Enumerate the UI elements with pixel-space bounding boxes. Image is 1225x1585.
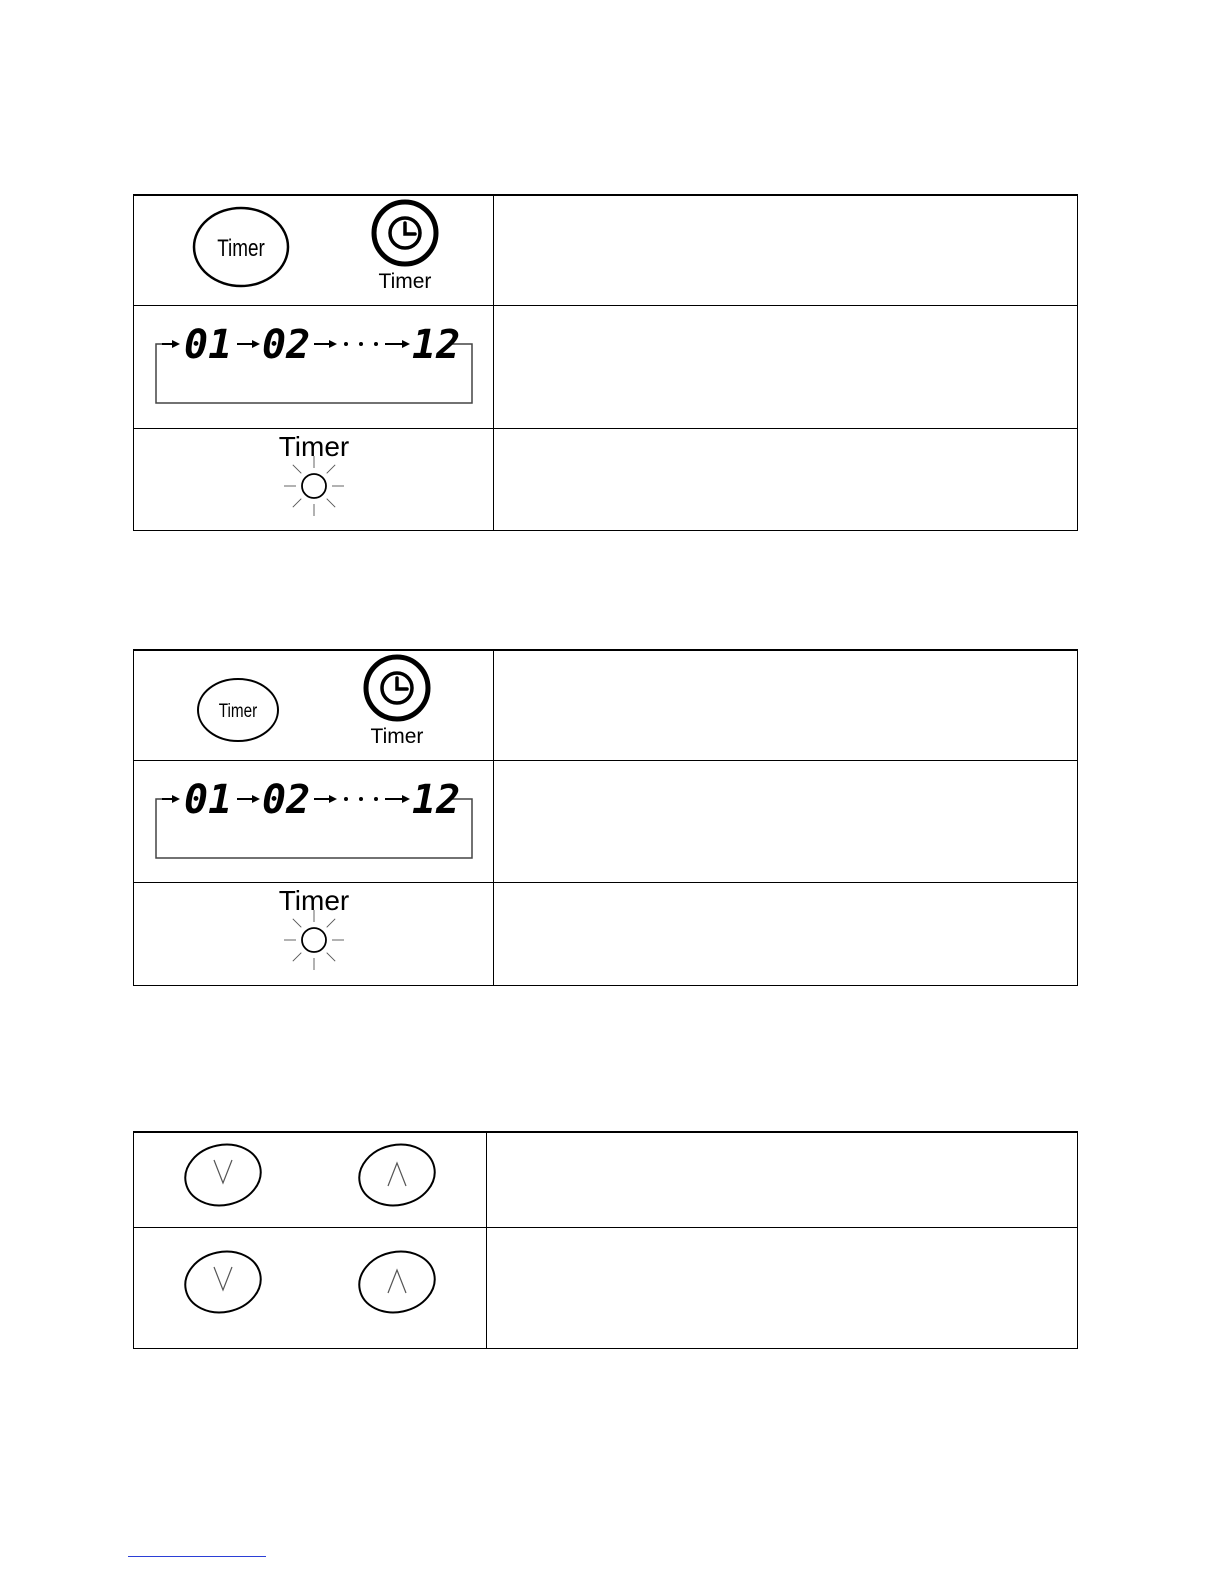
timer-buttons-graphic — [134, 196, 493, 306]
adjust-time-table — [133, 1131, 1078, 1349]
row-description — [495, 883, 1077, 986]
clock-icon[interactable] — [374, 202, 436, 264]
row-description — [495, 306, 1077, 428]
hour-sequence-display — [134, 306, 493, 429]
chevron-down-icon[interactable] — [180, 1138, 267, 1212]
clock-icon[interactable] — [366, 657, 428, 719]
hour-sequence-row — [134, 760, 1077, 882]
timer-indicator-row — [134, 428, 1077, 531]
ellipsis-dot — [374, 797, 378, 801]
timer-indicator-graphic — [134, 883, 493, 987]
ellipsis-dot — [359, 342, 363, 346]
row-description — [495, 196, 1077, 305]
timer-button-row — [134, 650, 1077, 760]
footer-link-underline — [128, 1556, 266, 1557]
ellipsis-dot — [344, 342, 348, 346]
row-illustration — [134, 429, 493, 531]
hour-sequence-row — [134, 305, 1077, 428]
timer-indicator-label: Timer — [278, 885, 350, 916]
timer-buttons-graphic — [134, 651, 493, 761]
updown-button-row — [134, 1227, 1077, 1348]
row-illustration — [134, 306, 493, 428]
timer-button-row — [134, 195, 1077, 305]
hour-sequence-display — [134, 761, 493, 883]
hour-value-12: 12 — [412, 322, 461, 368]
hour-value-01: 01 — [184, 322, 233, 368]
timer-on-table — [133, 194, 1078, 531]
row-illustration — [134, 1133, 486, 1227]
hour-value-12: 12 — [412, 777, 461, 823]
chevron-up-icon[interactable] — [354, 1138, 441, 1212]
row-description — [495, 761, 1077, 882]
timer-button-label: Timer — [217, 233, 265, 262]
row-description — [488, 1133, 1077, 1227]
row-illustration — [134, 1228, 486, 1348]
chevron-up-icon[interactable] — [354, 1245, 441, 1319]
timer-indicator-graphic — [134, 429, 493, 532]
updown-button-row — [134, 1132, 1077, 1227]
blinking-lamp-icon — [284, 456, 344, 516]
hour-value-02: 02 — [262, 777, 311, 823]
ellipsis-dot — [374, 342, 378, 346]
timer-indicator-row — [134, 882, 1077, 986]
ellipsis-dot — [359, 797, 363, 801]
timer-button-label: Timer — [218, 699, 258, 722]
row-illustration — [134, 761, 493, 882]
row-illustration — [134, 196, 493, 305]
ellipsis-dot — [344, 797, 348, 801]
row-description — [495, 429, 1077, 531]
updown-buttons-graphic — [134, 1133, 486, 1228]
chevron-down-icon[interactable] — [180, 1245, 267, 1319]
timer-indicator-label: Timer — [278, 431, 350, 462]
updown-buttons-graphic — [134, 1228, 486, 1349]
clock-icon-label: Timer — [378, 270, 432, 293]
clock-icon-label: Timer — [370, 725, 424, 748]
row-description — [495, 651, 1077, 760]
row-illustration — [134, 883, 493, 986]
row-illustration — [134, 651, 493, 760]
row-description — [488, 1228, 1077, 1348]
hour-value-02: 02 — [262, 322, 311, 368]
blinking-lamp-icon — [284, 910, 344, 970]
hour-value-01: 01 — [184, 777, 233, 823]
timer-off-table — [133, 649, 1078, 986]
